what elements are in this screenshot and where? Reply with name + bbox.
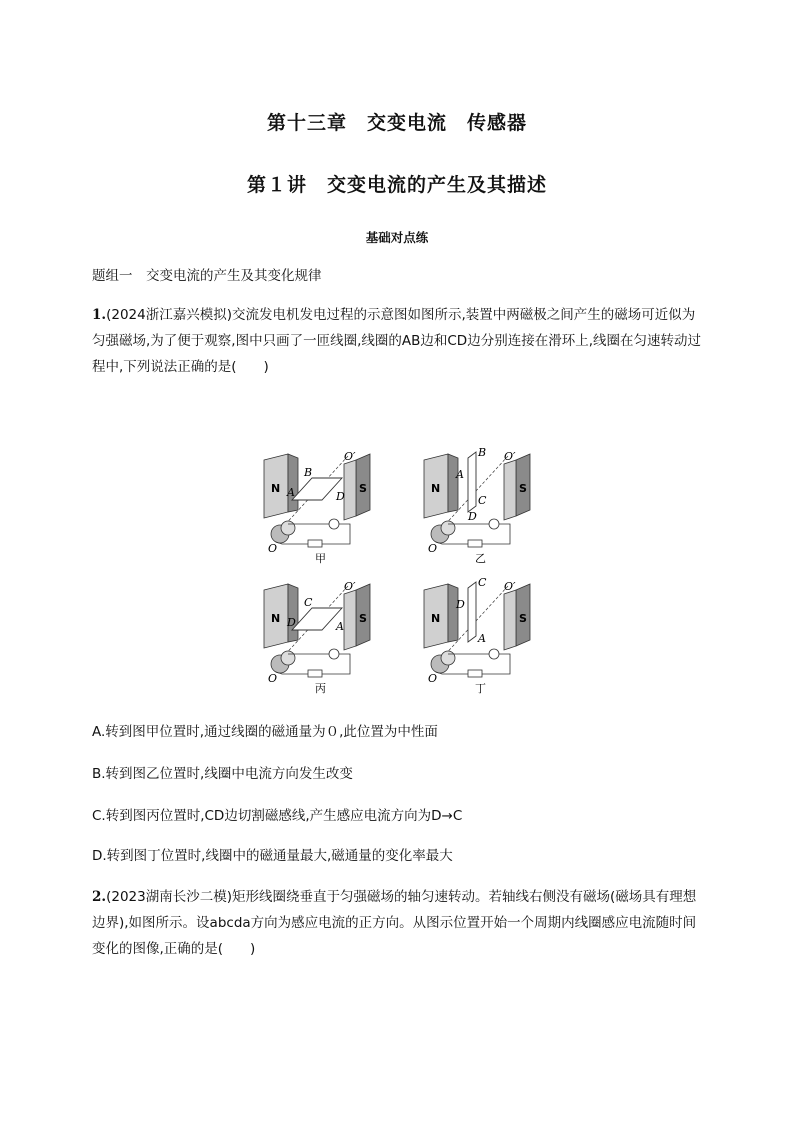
svg-text:C: C — [478, 576, 487, 589]
svg-text:A: A — [336, 620, 344, 633]
question-1-text: (2024浙江嘉兴模拟)交流发电机发电过程的示意图如图所示,装置中两磁极之间产生的磁场可近似为匀强磁场,为了便于观察,图中只画了一匝线圈,线圈的AB边和CD边分别连接在滑环上,线圈在匀速转动过程中,下列说法正确的是( ) — [92, 307, 701, 375]
option-b: B.转到图乙位置时,线圈中电流方向发生改变 — [92, 766, 353, 782]
question-2-number: 2. — [92, 889, 107, 905]
svg-text:N: N — [271, 482, 281, 495]
question-1 — [92, 302, 704, 380]
group-title: 题组一 交变电流的产生及其变化规律 — [92, 268, 322, 284]
svg-text:S: S — [519, 612, 527, 625]
panel-ding — [424, 576, 530, 695]
section-title: 基础对点练 — [365, 230, 429, 245]
svg-text:D: D — [468, 510, 477, 523]
svg-text:S: S — [359, 612, 367, 625]
svg-text:D: D — [287, 616, 296, 629]
question-2 — [92, 884, 704, 962]
chapter-title: 第十三章 交变电流 传感器 — [266, 112, 527, 134]
svg-text:O: O — [428, 672, 438, 685]
caption-yi: 乙 — [475, 552, 486, 565]
svg-text:O′: O′ — [344, 580, 356, 593]
question-2-text: (2023湖南长沙二模)矩形线圈绕垂直于匀强磁场的轴匀速转动。若轴线右侧没有磁场(磁场具有理想边界),如图所示。设abcda方向为感应电流的正方向。从图示位置开始一个周期内线圈感应电流随时间变化的图像,正确的是( ) — [92, 889, 697, 957]
panel-jia — [264, 450, 370, 565]
svg-text:D: D — [456, 598, 465, 611]
svg-text:B: B — [478, 448, 487, 459]
caption-ding: 丁 — [475, 682, 486, 695]
panel-yi — [424, 448, 530, 565]
generator-figure — [252, 448, 542, 698]
svg-text:O: O — [268, 672, 278, 685]
svg-text:A: A — [287, 486, 295, 499]
svg-text:O′: O′ — [344, 450, 356, 463]
panel-bing — [264, 580, 370, 695]
svg-text:C: C — [478, 494, 487, 507]
lesson-title: 第１讲 交变电流的产生及其描述 — [246, 174, 547, 196]
question-1-number: 1. — [92, 307, 107, 323]
option-d: D.转到图丁位置时,线圈中的磁通量最大,磁通量的变化率最大 — [92, 848, 453, 864]
caption-jia: 甲 — [315, 552, 326, 565]
svg-text:N: N — [431, 482, 441, 495]
svg-text:A: A — [456, 468, 464, 481]
caption-bing: 丙 — [315, 682, 326, 695]
option-a: A.转到图甲位置时,通过线圈的磁通量为０,此位置为中性面 — [92, 724, 438, 740]
svg-text:O: O — [268, 542, 278, 555]
svg-text:B: B — [304, 466, 313, 479]
svg-text:S: S — [359, 482, 367, 495]
svg-text:O′: O′ — [504, 580, 516, 593]
svg-text:O′: O′ — [504, 450, 516, 463]
svg-text:N: N — [431, 612, 441, 625]
svg-text:D: D — [336, 490, 345, 503]
svg-text:N: N — [271, 612, 281, 625]
svg-text:A: A — [478, 632, 486, 645]
svg-text:S: S — [519, 482, 527, 495]
svg-text:C: C — [304, 596, 313, 609]
option-c: C.转到图丙位置时,CD边切割磁感线,产生感应电流方向为D→C — [92, 808, 463, 824]
svg-text:O: O — [428, 542, 438, 555]
